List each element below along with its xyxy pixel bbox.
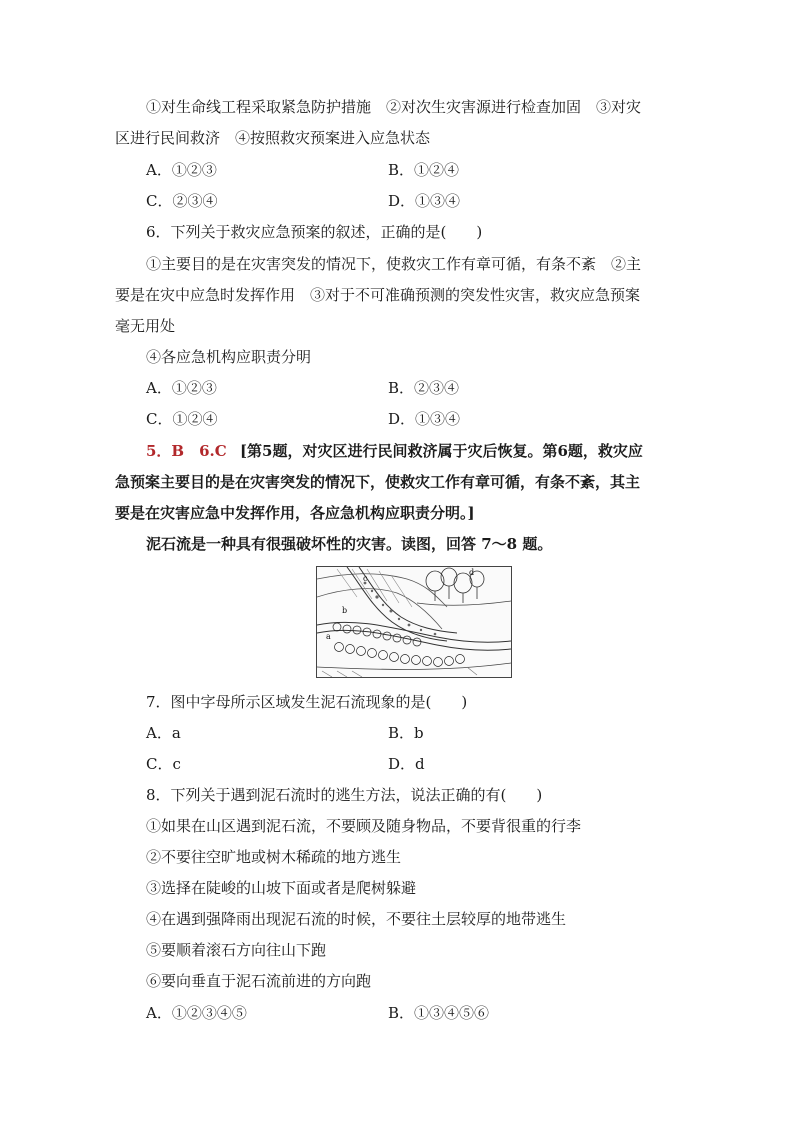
q8-item-1: ①如果在山区遇到泥石流，不要顾及随身物品，不要背很重的行李 [146,817,582,835]
q6-stem: 6．下列关于救灾应急预案的叙述，正确的是( ) [146,223,483,241]
q6-line-1: ①主要目的是在灾害突发的情况下，使救灾工作有章可循，有条不紊 ②主 [146,255,642,273]
q8-item-2: ②不要往空旷地或树木稀疏的地方逃生 [146,848,402,866]
q6-line-4: ④各应急机构应职责分明 [146,348,312,366]
q5-statement-line-1: ①对生命线工程采取紧急防护措施 ②对次生灾害源进行检查加固 ③对灾 [146,98,642,116]
q6-line-2: 要是在灾中应急时发挥作用 ③对于不可准确预测的突发性灾害，救灾应急预案 [115,286,641,304]
q5-choice-b: B．①②④ [388,161,460,179]
q5-choice-c: C．②③④ [146,192,218,210]
answer-key: 5．B 6.C [146,442,227,460]
figure-label-c: c [363,574,368,583]
figure-label-d: d [469,568,475,577]
debris-flow-figure [316,566,512,678]
q6-choice-b: B．②③④ [388,379,460,397]
figure-label-b: b [342,606,348,615]
q6-choice-a: A．①②③ [146,379,217,397]
q8-item-5: ⑤要顺着滚石方向往山下跑 [146,941,327,959]
q8-choice-b: B．①③④⑤⑥ [388,1004,490,1022]
q7-stem: 7．图中字母所示区域发生泥石流现象的是( ) [146,693,468,711]
answer-line-2: 急预案主要目的是在灾害突发的情况下，使救灾工作有章可循，有条不紊，其主 [115,473,641,491]
q7-choice-b: B．b [388,724,424,742]
q6-choice-c: C．①②④ [146,410,218,428]
q7-choice-a: A．a [146,724,181,742]
q5-choice-a: A．①②③ [146,161,217,179]
answer-line-3: 要是在灾害应急中发挥作用，各应急机构应职责分明。] [115,504,475,522]
q8-item-3: ③选择在陡峻的山坡下面或者是爬树躲避 [146,879,417,897]
q7-choice-c: C．c [146,755,181,773]
q5-statement-line-2: 区进行民间救济 ④按照救灾预案进入应急状态 [115,129,431,147]
figure-label-a: a [326,632,331,641]
q6-choice-d: D．①③④ [388,410,461,428]
q5-choice-d: D．①③④ [388,192,461,210]
answer-line-1 [146,441,716,461]
q6-line-3: 毫无用处 [115,317,176,335]
q8-item-4: ④在遇到强降雨出现泥石流的时候，不要往土层较厚的地带逃生 [146,910,567,928]
q7-choice-d: D．d [388,755,425,773]
figure-intro: 泥石流是一种具有很强破坏性的灾害。读图，回答 7～8 题。 [146,535,553,553]
debris-flow-illustration [317,567,511,677]
q8-stem: 8．下列关于遇到泥石流时的逃生方法，说法正确的有( ) [146,786,543,804]
answer-explanation-1: [第5题，对灾区进行民间救济属于灾后恢复。第6题，救灾应 [239,442,643,460]
q8-item-6: ⑥要向垂直于泥石流前进的方向跑 [146,972,372,990]
q8-choice-a: A．①②③④⑤ [146,1004,247,1022]
